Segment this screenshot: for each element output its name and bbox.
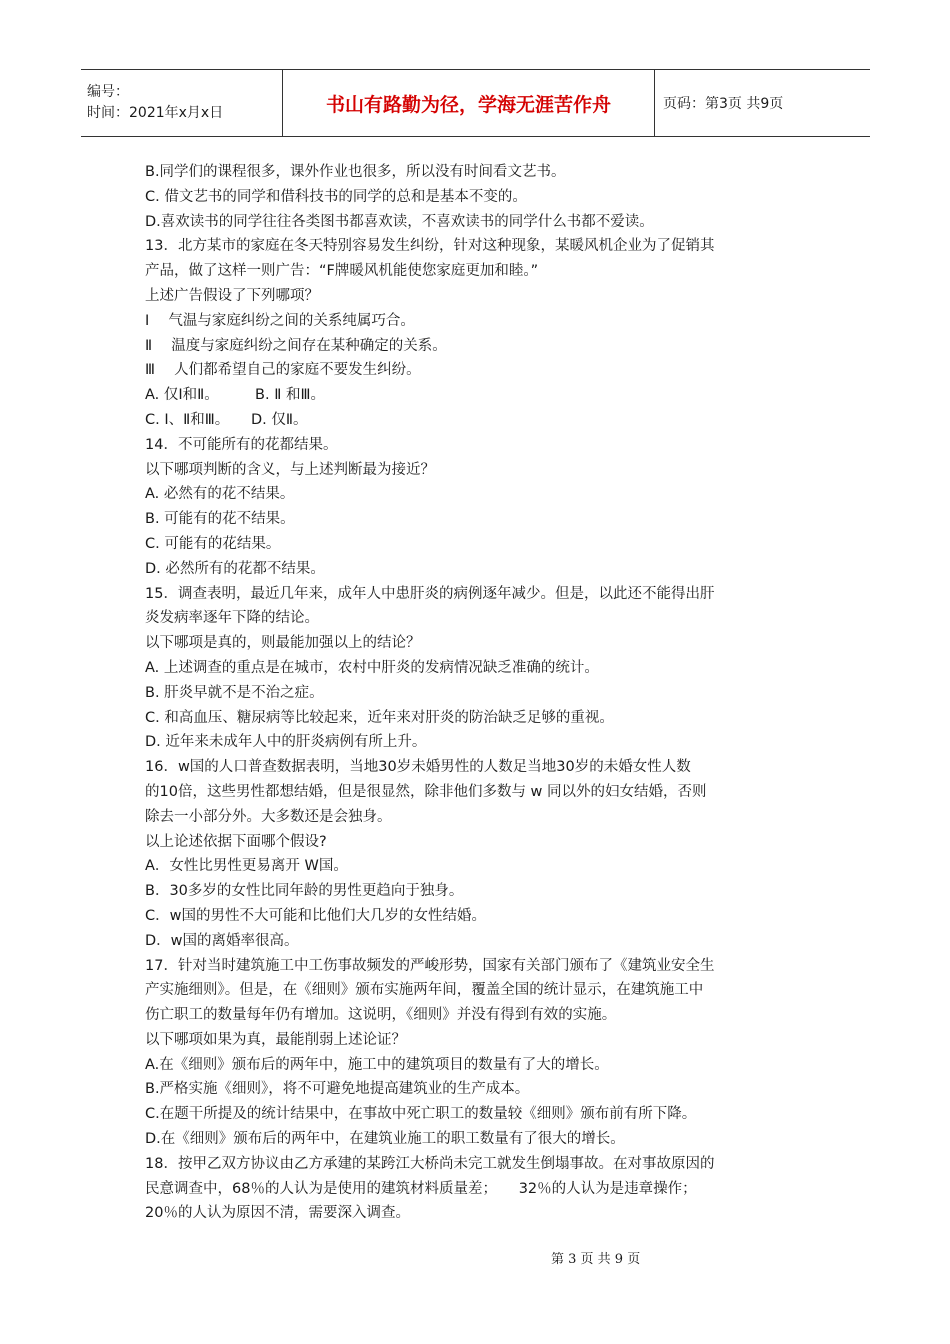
header-page-label: 页码：第3页 共9页 <box>663 96 784 112</box>
text-line: A.在《细则》颁布后的两年中，施工中的建筑项目的数量有了大的增长。 <box>145 1056 609 1073</box>
text-line: 以下哪项如果为真，最能削弱上述论证？ <box>145 1031 406 1048</box>
text-line: B.同学们的课程很多，课外作业也很多，所以没有时间看文艺书。 <box>145 164 566 180</box>
text-line: D．w国的离婚率很高。 <box>145 932 299 949</box>
text-line: 17．针对当时建筑施工中工伤事故频发的严峻形势，国家有关部门颁布了《建筑业安全生 <box>145 957 715 974</box>
text-line: C. 和高血压、糖尿病等比较起来，近年来对肝炎的防治缺乏足够的重视。 <box>145 709 614 726</box>
text-line: B．30多岁的女性比同年龄的男性更趋向于独身。 <box>145 883 464 900</box>
text-line: D.在《细则》颁布后的两年中，在建筑业施工的职工数量有了很大的增长。 <box>145 1131 625 1148</box>
text-line: 伤亡职工的数量每年仍有增加。这说明，《细则》并没有得到有效的实施。 <box>145 1007 617 1024</box>
text-line: Ⅰ 气温与家庭纠纷之间的关系纯属巧合。 <box>145 312 415 329</box>
text-line: A. 必然有的花不结果。 <box>145 486 295 503</box>
text-line: 产品，做了这样一则广告：“F牌暖风机能使您家庭更加和睦。” <box>145 263 539 280</box>
header-info <box>81 70 282 136</box>
text-line: C．w国的男性不大可能和比他们大几岁的女性结婚。 <box>145 907 486 924</box>
text-line: 以上论述依据下面哪个假设? <box>145 833 327 850</box>
text-line: 炎发病率逐年下降的结论。 <box>145 610 319 627</box>
text-line: B. 可能有的花不结果。 <box>145 511 295 528</box>
text-line: 20％的人认为原因不清，需要深入调查。 <box>145 1205 410 1222</box>
text-line: 13．北方某市的家庭在冬天特别容易发生纠纷，针对这种现象，某暖风机企业为了促销其 <box>145 238 715 255</box>
text-line: 14．不可能所有的花都结果。 <box>145 436 338 453</box>
text-line: B.严格实施《细则》，将不可避免地提高建筑业的生产成本。 <box>145 1081 530 1098</box>
text-line: 除去一小部分外。大多数还是会独身。 <box>145 808 392 825</box>
text-line: D.喜欢读书的同学往往各类图书都喜欢读，不喜欢读书的同学什么书都不爱读。 <box>145 213 654 230</box>
document-body <box>145 160 810 1226</box>
text-line: 的10倍，这些男性都想结婚，但是很显然，除非他们多数与 w 同以外的妇女结婚，否则 <box>145 783 707 800</box>
text-line: B. 肝炎早就不是不治之症。 <box>145 684 324 701</box>
text-line: C. Ⅰ、Ⅱ和Ⅲ。 D. 仅Ⅱ。 <box>145 411 308 428</box>
text-line: D. 近年来未成年人中的肝炎病例有所上升。 <box>145 734 427 751</box>
text-line: D. 必然所有的花都不结果。 <box>145 560 325 577</box>
text-line: 15．调查表明，最近几年来，成年人中患肝炎的病例逐年减少。但是，以此还不能得出肝 <box>145 585 715 602</box>
footer-page-number: 第 3 页 共 9 页 <box>551 1252 641 1267</box>
text-line: 产实施细则》。但是，在《细则》颁布实施两年间，覆盖全国的统计显示，在建筑施工中 <box>145 982 704 999</box>
text-line: A. 仅Ⅰ和Ⅱ。 B. Ⅱ 和Ⅲ。 <box>145 387 325 404</box>
text-line: 民意调查中，68％的人认为是使用的建筑材料质量差； 32％的人认为是违章操作； <box>145 1180 697 1197</box>
text-line: C. 借文艺书的同学和借科技书的同学的总和是基本不变的。 <box>145 188 527 205</box>
header-time-label: 时间：2021年x月x日 <box>87 105 224 121</box>
text-line: C.在题干所提及的统计结果中，在事故中死亡职工的数量较《细则》颁布前有所下降。 <box>145 1106 697 1123</box>
text-line: 18．按甲乙双方协议由乙方承建的某跨江大桥尚未完工就发生倒塌事故。在对事故原因的 <box>145 1155 715 1172</box>
header-number-label: 编号： <box>87 84 129 100</box>
text-line: C. 可能有的花结果。 <box>145 535 281 552</box>
header-page <box>655 70 870 136</box>
text-line: Ⅱ 温度与家庭纠纷之间存在某种确定的关系。 <box>145 337 447 354</box>
text-line: 上述广告假设了下列哪项？ <box>145 287 319 304</box>
motto-text: 书山有路勤为径，学海无涯苦作舟 <box>325 93 611 116</box>
text-line: A．女性比男性更易离开 W国。 <box>145 858 348 875</box>
text-line: A. 上述调查的重点是在城市，农村中肝炎的发病情况缺乏准确的统计。 <box>145 659 599 676</box>
text-line: Ⅲ 人们都希望自己的家庭不要发生纠纷。 <box>145 362 421 379</box>
text-line: 以下哪项判断的含义，与上述判断最为接近？ <box>145 461 435 478</box>
text-line: 以下哪项是真的，则最能加强以上的结论？ <box>145 635 421 652</box>
header-motto <box>282 70 655 136</box>
page-header <box>81 69 870 137</box>
text-line: 16．w国的人口普查数据表明，当地30岁未婚男性的人数足当地30岁的未婚女性人数 <box>145 759 691 776</box>
